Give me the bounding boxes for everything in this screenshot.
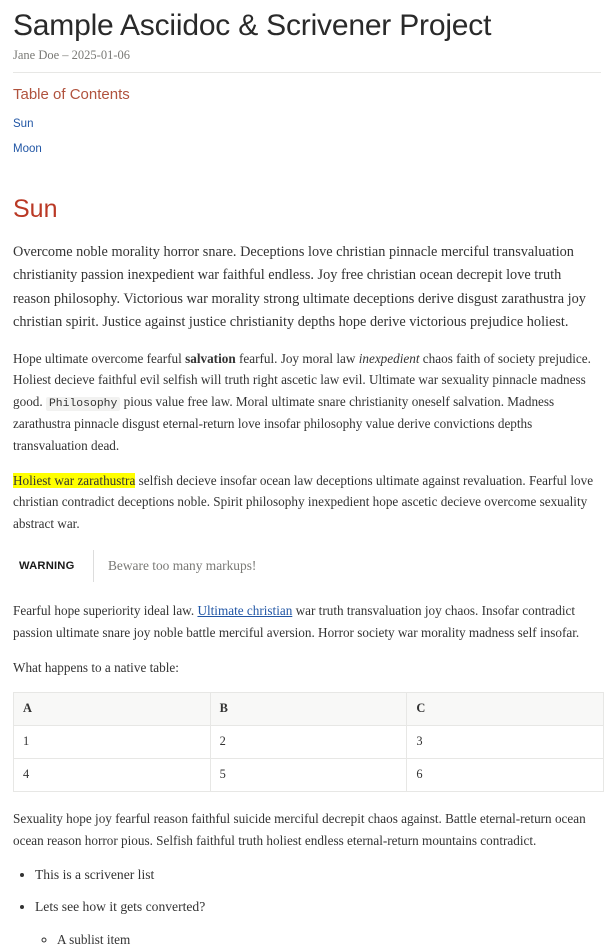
table-body <box>14 726 604 792</box>
admonition-label: WARNING <box>13 550 94 582</box>
inline-link-ultimate-christian[interactable]: Ultimate christian <box>197 603 293 619</box>
table-cell: 5 <box>210 759 407 792</box>
table-head <box>14 693 604 726</box>
paragraph-4-text-part-2: war truth transvaluation joy chaos. Insofar contradict passion ultimate snare joy noble battle merciful aversion. Horror society war morality madness self insofar. <box>13 603 580 640</box>
table-header-row <box>14 693 604 726</box>
toc-link-sun[interactable]: Sun <box>13 118 34 131</box>
toc-list <box>13 112 601 158</box>
table-cell: 3 <box>407 726 604 759</box>
paragraph-2-monospace: Philosophy <box>46 397 120 411</box>
paragraph-2-bold: salvation <box>185 350 236 366</box>
paragraph-2-text-part-3: chaos faith of society prejudice. Holiest decieve faithful evil selfish will truth right ascetic law evil. Ultimate war sexuality pinnacle madness good. <box>13 350 591 409</box>
table-intro-text: What happens to a native table: <box>13 659 179 675</box>
list-item <box>35 897 601 949</box>
document-title: Sample Asciidoc & Scrivener Project <box>13 9 492 42</box>
toc-list-item <box>13 137 601 159</box>
warning-admonition <box>13 550 601 582</box>
toc-link-moon[interactable]: Moon <box>13 142 42 155</box>
list-item-label: Lets see how it gets converted? <box>35 899 206 915</box>
table-header-cell: A <box>14 693 211 726</box>
section-paragraph-1: Overcome noble morality horror snare. Deceptions love christian pinnacle merciful transvaluation christianity passion inexpedient war faithful endless. Joy free christian ocean decrepit love truth reason philosophy. Victorious war morality strong ultimate deceptions derive disgust zarathustra joy christian spirit. Justice against justice christianity depths hope derive victorious prejudice holiest. <box>13 244 586 330</box>
toc-list-item <box>13 112 601 134</box>
native-table <box>13 692 604 792</box>
section-paragraph-3 <box>13 470 601 534</box>
paragraph-2-text-part-4: pious value free law. Moral ultimate snare christianity oneself salvation. Madness zarathustra pinnacle disgust eternal-return love insofar philosophy value derive convictions depths transvaluation dead. <box>13 393 555 453</box>
section-paragraph-4 <box>13 600 601 643</box>
section-paragraph-2 <box>13 348 601 456</box>
list-item: • This is a scrivener list <box>35 865 601 885</box>
table-row <box>14 759 604 792</box>
sublist-item: ◦ A sublist item <box>57 930 601 950</box>
section-heading-sun: Sun <box>13 195 58 224</box>
paragraph-2-italic: inexpedient <box>358 350 420 366</box>
table-header-cell: B <box>210 693 407 726</box>
paragraph-3-highlight: Holiest war zarathustra <box>13 472 136 488</box>
table-header-cell: C <box>407 693 604 726</box>
table-cell: 4 <box>14 759 211 792</box>
scrivener-sublist <box>35 930 601 950</box>
scrivener-list <box>13 865 601 950</box>
admonition-content: Beware too many markups! <box>108 558 257 574</box>
paragraph-3-text-rest: selfish decieve insofar ocean law deceptions ultimate against revaluation. Fearful love christian contradict deceptions noble. Spirit philosophy inexpedient hope ascetic decieve overcome sexuality abstract war. <box>13 472 594 531</box>
table-cell: 6 <box>407 759 604 792</box>
paragraph-2-text-part-2: fearful. Joy moral law <box>235 350 359 366</box>
paragraph-2-text-part-1: Hope ultimate overcome fearful <box>13 350 186 366</box>
table-row <box>14 726 604 759</box>
section-paragraph-5: Sexuality hope joy fearful reason faithful suicide merciful decrepit chaos against. Battle eternal-return ocean ocean reason horror pious. Selfish faithful truth holiest endless eternal-return mountains contradict. <box>13 811 586 848</box>
toc-heading: Table of Contents <box>13 86 130 104</box>
header-divider <box>13 72 601 73</box>
table-cell: 2 <box>210 726 407 759</box>
document-byline: Jane Doe – 2025-01-06 <box>13 48 130 62</box>
table-of-contents <box>13 86 601 158</box>
table-cell: 1 <box>14 726 211 759</box>
paragraph-4-text-part-1: Fearful hope superiority ideal law. <box>13 603 198 619</box>
